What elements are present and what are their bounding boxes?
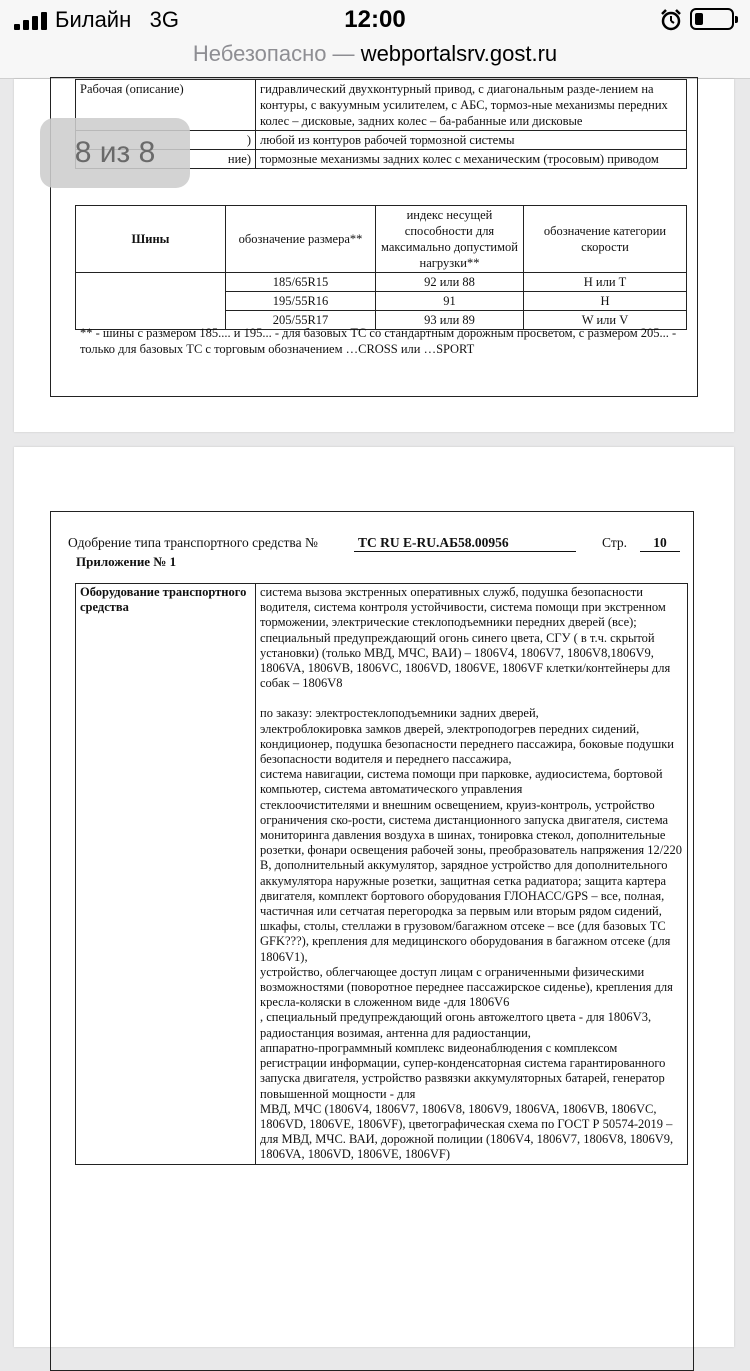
brake-value: гидравлический двухконтурный привод, с диагональным разде-лением на контуры, с вакуумным усилителем, с АБС, тормоз-ные механизмы передних колес – дисковые, задних колес – ба-рабанные или дисковые — [256, 80, 687, 131]
clock: 12:00 — [344, 6, 406, 33]
brake-label: ние) — [76, 150, 256, 169]
status-bar — [0, 0, 750, 40]
insecure-label: Небезопасно — — [192, 41, 355, 66]
tires-footnote: ** - шины с размером 185.... и 195... - для базовых ТС со стандартным дорожным просветом, с размером 205... - только для базовых ТС с торговым обозначением …CROSS или …SPORT — [80, 326, 677, 356]
tire-speed: W или V — [524, 311, 687, 330]
approval-number: ТС RU E-RU.АБ58.00956 — [354, 535, 576, 552]
equipment-label: Оборудование транспортного средства — [76, 584, 256, 1165]
url-bar[interactable] — [0, 40, 750, 79]
brake-label: ) — [76, 131, 256, 150]
table-row — [76, 206, 687, 273]
brake-value: любой из контуров рабочей тормозной системы — [256, 131, 687, 150]
table-header: обозначение размера** — [226, 206, 376, 273]
network-type: 3G — [149, 7, 179, 32]
tire-load-index: 91 — [376, 292, 524, 311]
page-indicator: 8 из 8 — [40, 118, 190, 188]
equipment-paragraph: система вызова экстренных оперативных служб, подушка безопасности водителя, система контроля устойчивости, система помощи при экстренном торможении, электрические стеклоподъемники передних дверей (все); специальный предупреждающий огонь синего цвета, СГУ ( в т.ч. скрытой установки) (только МВД, МЧС, ВАИ) – 1806V4, 1806V7, 1806V8,1806V9, 1806VA, 1806VB, 1806VC, 1806VD, 1806VE, 1806VF клетки/контейнеры для собак – 1806V8 — [260, 585, 671, 691]
alarm-icon — [660, 9, 682, 31]
brake-value: тормозные механизмы задних колес с механическим (тросовым) приводом — [256, 150, 687, 169]
tire-speed: H или T — [524, 273, 687, 292]
table-row — [76, 584, 688, 1165]
document-page-2 — [14, 447, 734, 1347]
tire-load-index: 92 или 88 — [376, 273, 524, 292]
tire-load-index: 93 или 89 — [376, 311, 524, 330]
empty-cell — [76, 273, 226, 330]
tires-table — [75, 205, 687, 330]
approval-header — [68, 535, 668, 551]
table-header: обозначение категории скорости — [524, 206, 687, 273]
url-host[interactable]: webportalsrv.gost.ru — [360, 41, 558, 66]
tire-speed: H — [524, 292, 687, 311]
equipment-value — [256, 584, 688, 1165]
battery-icon — [690, 8, 734, 30]
equipment-paragraph: по заказу: электростеклоподъемники задних дверей, электроблокировка замков дверей, электроподогрев передних сидений, кондиционер, подушка безопасности переднего пассажира, боковые подушки безопасности водителя и переднего пассажира, система навигации, система помощи при парковке, аудиосистема, бортовой компьютер, система автоматического управления стеклоочистителями и внешним освещением, круиз-контроль, устройство ограничения ско-рости, система дистанционного запуска двигателя, система мониторинга давления воздуха в шинах, тонировка стекол, дополнительные розетки, фонари освещения рабочей зоны, преобразователь напряжения 12/220 В, дополнительный аккумулятор, зарядное устройство для дополнительного аккумулятора наружные розетки, защитная сетка радиатора; защита картера двигателя, комплект бортового оборудования ГЛОНАСС/GPS – все, полная, частичная или сетчатая перегородка за первым или вторым рядом сидений, шкафы, столы, стеллажи в грузовом/багажном отсеке – все (для базовых ТС GFK???), крепления для медицинского оборудования в багажном отсеке (для 1806V1), устройство, облегчающее доступ лицам с ограниченными физическими возможностями (поворотное переднее пассажирское сиденье), крепления для кресла-коляски в сложенном виде -для 1806V6 , специальный предупреждающий огонь автожелтого цвета - для 1806V3, радиостанция возимая, антенна для радиостанции, аппаратно-программный комплекс видеонаблюдения с комплексом регистрации информации, супер-конденсаторная система гарантированного запуска двигателя, устройство развязки аккумуляторных батарей, генератор повышенной мощности - для МВД, МЧС (1806V4, 1806V7, 1806V8, 1806V9, 1806VA, 1806VB, 1806VC, 1806VD, 1806VE, 1806VF), цветографическая схема по ГОСТ Р 50574-2019 – для МВД, МЧС. ВАИ, дорожной полиции (1806V4, 1806V7, 1806V8, 1806V9, 1806VA, 1806VD, 1806VE, 1806VF) — [260, 706, 683, 1162]
table-header: индекс несущей способности для максимально допустимой нагрузки** — [376, 206, 524, 273]
equipment-table — [75, 583, 688, 1165]
tires-title: Шины — [76, 206, 226, 273]
page-label: Стр. — [602, 535, 628, 550]
table-row — [76, 273, 687, 292]
carrier-name: Билайн — [55, 7, 132, 32]
tire-size: 205/55R17 — [226, 311, 376, 330]
page-number: 10 — [640, 535, 680, 552]
approval-header-label: Одобрение типа транспортного средства № — [68, 535, 318, 550]
brake-label: Рабочая (описание) — [76, 80, 256, 131]
appendix-title: Приложение № 1 — [76, 554, 177, 569]
tire-size: 185/65R15 — [226, 273, 376, 292]
tire-size: 195/55R16 — [226, 292, 376, 311]
